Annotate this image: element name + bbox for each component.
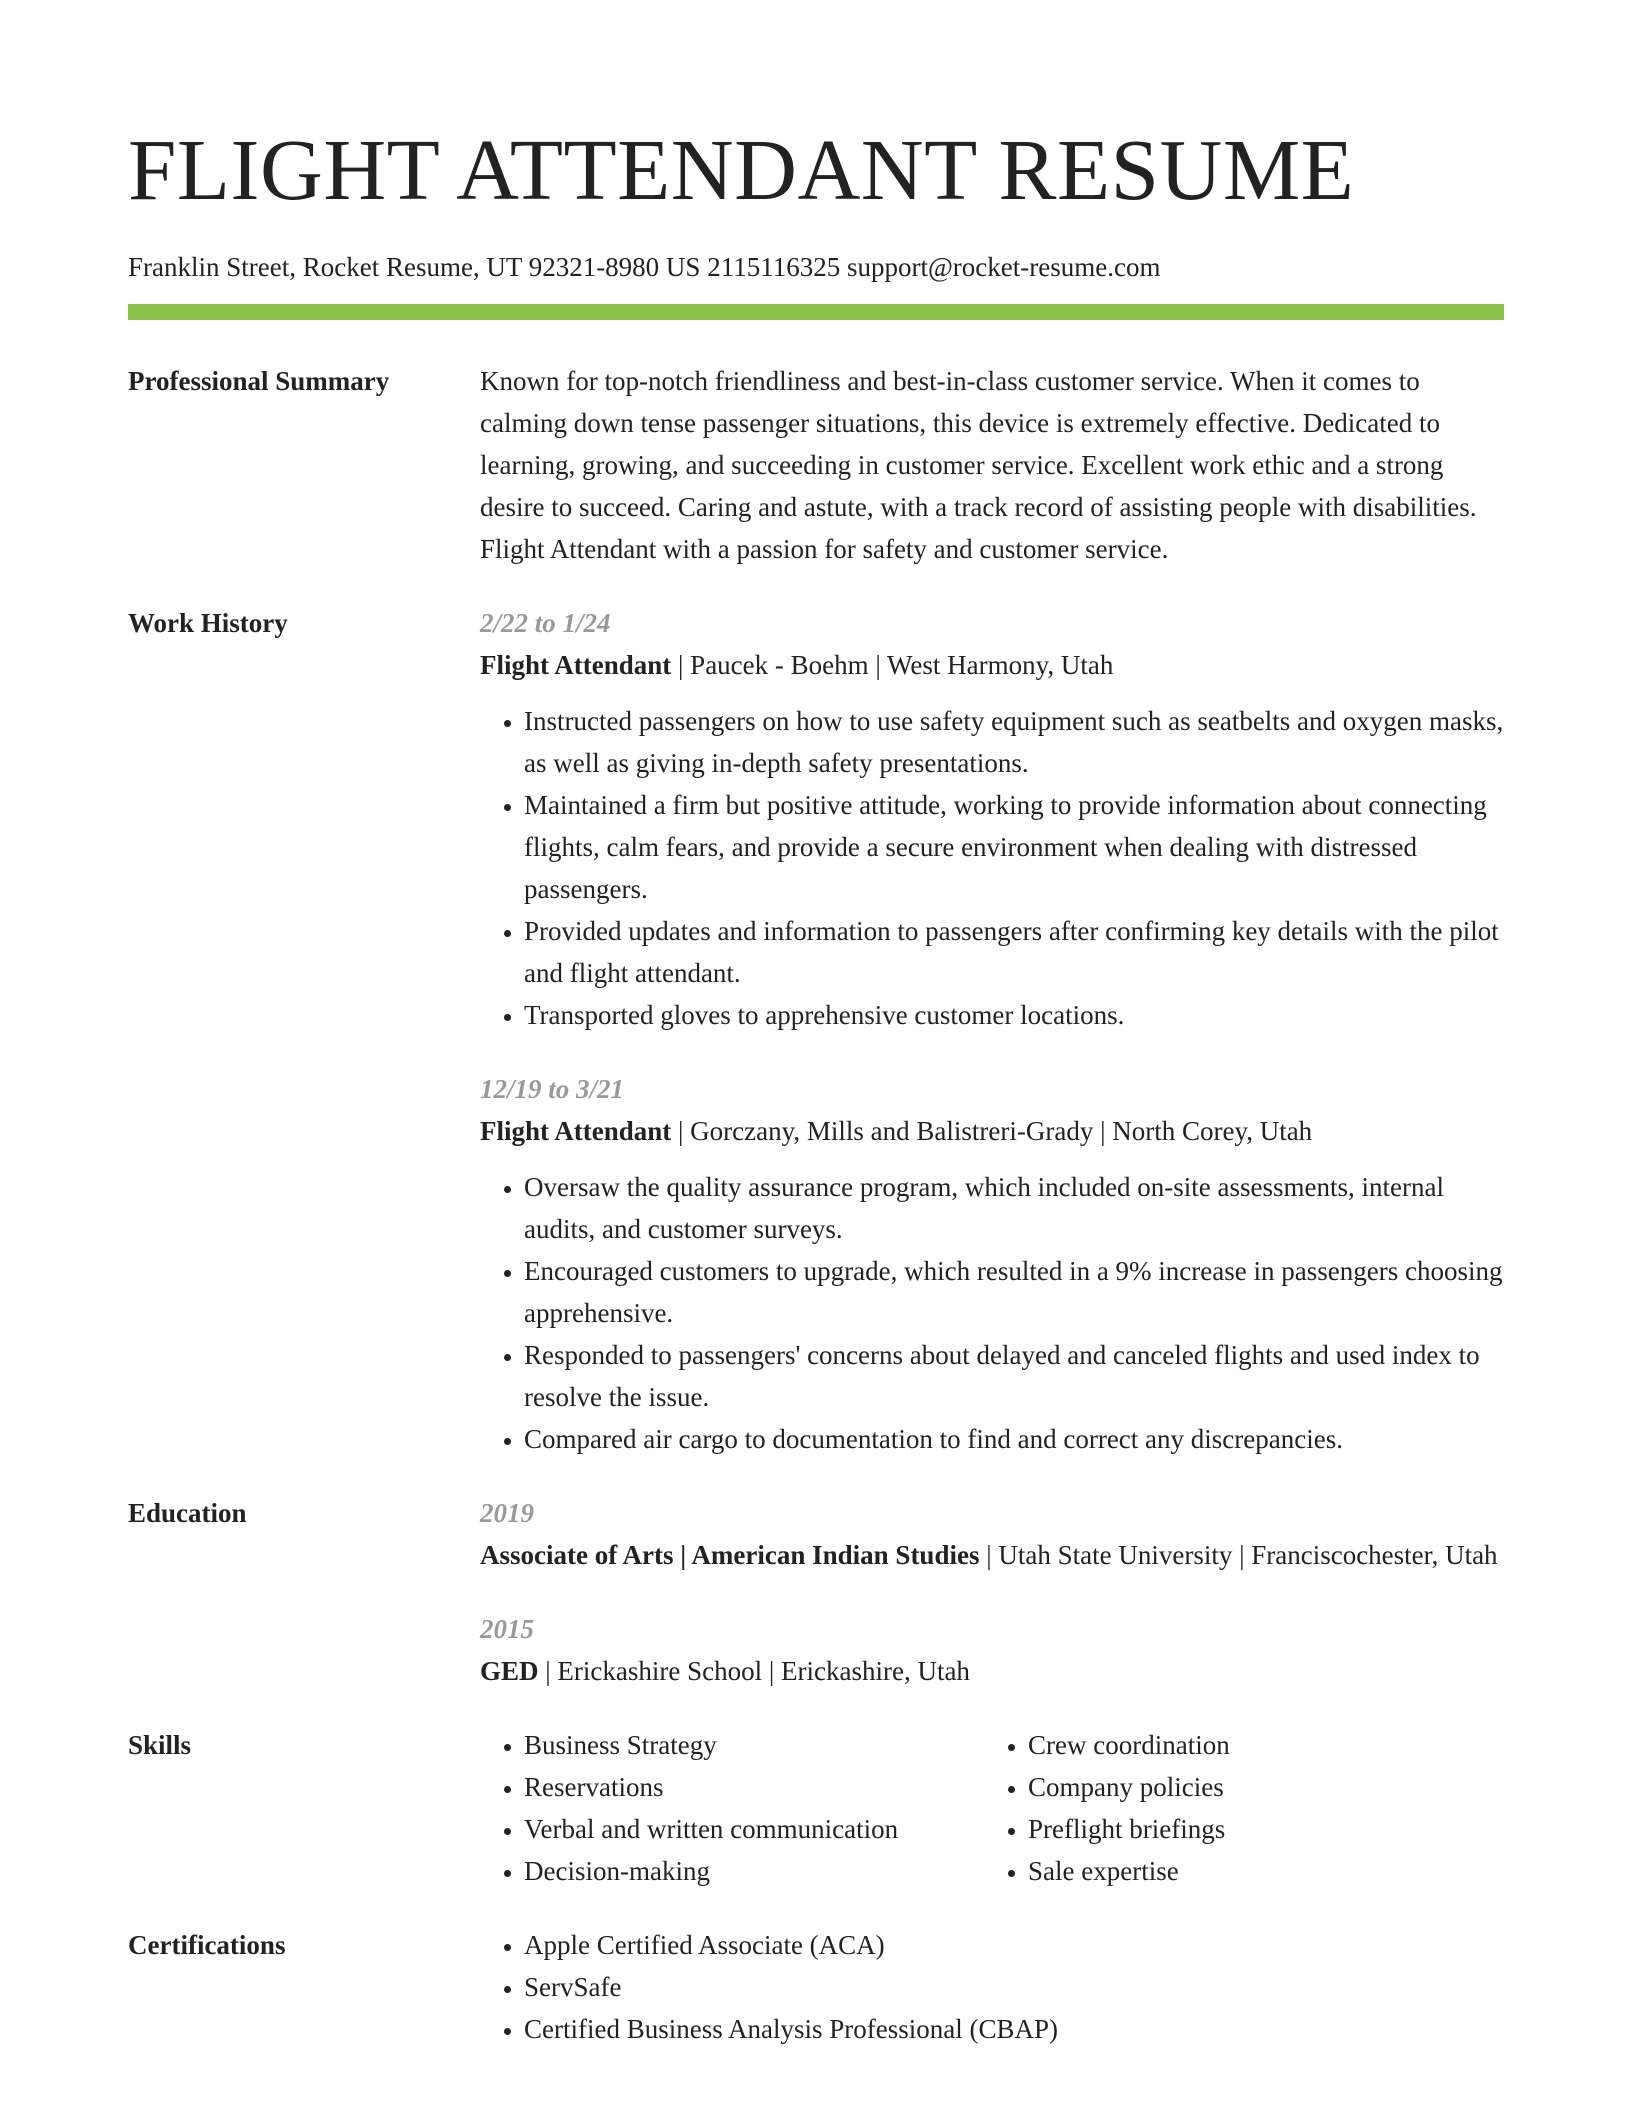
job-dates: 12/19 to 3/21 bbox=[480, 1074, 625, 1104]
section-label-summary: Professional Summary bbox=[128, 366, 390, 396]
certifications-list bbox=[480, 1924, 1504, 2050]
education-entry bbox=[480, 1608, 1504, 1692]
education-line bbox=[480, 1650, 1504, 1692]
skill-item: • Decision-making bbox=[524, 1850, 984, 1892]
job-entry bbox=[480, 1068, 1504, 1460]
header-divider bbox=[128, 304, 1504, 320]
job-title: Flight Attendant bbox=[480, 650, 672, 680]
job-title-line bbox=[480, 644, 1504, 686]
job-bullet: • Instructed passengers on how to use safety equipment such as seatbelts and oxygen masks, as well as giving in-depth safety presentations. bbox=[524, 700, 1504, 784]
education-year: 2015 bbox=[480, 1614, 534, 1644]
section-label-work-history: Work History bbox=[128, 608, 288, 638]
skill-item: • Reservations bbox=[524, 1766, 984, 1808]
summary-text: Known for top-notch friendliness and best-in-class customer service. When it comes to calming down tense passenger situations, this device is extremely effective. Dedicated to learning, growing, and succeeding in customer service. Excellent work ethic and a strong desire to succeed. Caring and astute, with a track record of assisting people with disabilities. Flight Attendant with a passion for safety and customer service. bbox=[480, 366, 1477, 564]
section-label-certifications: Certifications bbox=[128, 1930, 286, 1960]
job-bullet: • Oversaw the quality assurance program, which included on-site assessments, internal audits, and customer surveys. bbox=[524, 1166, 1504, 1250]
education-line bbox=[480, 1534, 1504, 1576]
job-bullet: • Provided updates and information to passengers after confirming key details with the pilot and flight attendant. bbox=[524, 910, 1504, 994]
skill-item: • Business Strategy bbox=[524, 1724, 984, 1766]
section-label-education: Education bbox=[128, 1498, 247, 1528]
skill-item: • Preflight briefings bbox=[1028, 1808, 1488, 1850]
resume-title: FLIGHT ATTENDANT RESUME bbox=[128, 121, 1355, 218]
job-bullet: • Compared air cargo to documentation to find and correct any discrepancies. bbox=[524, 1418, 1504, 1460]
education-details: | Utah State University | Franciscochester, Utah bbox=[979, 1540, 1498, 1570]
skills-list-left bbox=[480, 1724, 984, 1892]
job-dates: 2/22 to 1/24 bbox=[480, 608, 611, 638]
job-details: | Paucek - Boehm | West Harmony, Utah bbox=[671, 650, 1114, 680]
job-bullet: • Encouraged customers to upgrade, which resulted in a 9% increase in passengers choosing apprehensive. bbox=[524, 1250, 1504, 1334]
certification-item: • ServSafe bbox=[524, 1966, 1504, 2008]
education-section bbox=[128, 1492, 1504, 1692]
certification-item: • Apple Certified Associate (ACA) bbox=[524, 1924, 1504, 1966]
skills-columns bbox=[480, 1724, 1504, 1892]
skills-list-right bbox=[984, 1724, 1488, 1892]
job-entry bbox=[480, 602, 1504, 1036]
job-title: Flight Attendant bbox=[480, 1116, 672, 1146]
section-label-skills: Skills bbox=[128, 1730, 192, 1760]
job-bullet: • Responded to passengers' concerns about delayed and canceled flights and used index to resolve the issue. bbox=[524, 1334, 1504, 1418]
education-details: | Erickashire School | Erickashire, Utah bbox=[538, 1656, 970, 1686]
job-bullets bbox=[480, 700, 1504, 1036]
work-history-section bbox=[128, 602, 1504, 1460]
skill-item: • Company policies bbox=[1028, 1766, 1488, 1808]
education-year: 2019 bbox=[480, 1498, 534, 1528]
job-bullet: • Maintained a firm but positive attitude, working to provide information about connecting flights, calm fears, and provide a secure environment when dealing with distressed passengers. bbox=[524, 784, 1504, 910]
skills-section bbox=[128, 1724, 1504, 1892]
skill-item: • Crew coordination bbox=[1028, 1724, 1488, 1766]
certification-item: • Certified Business Analysis Professional (CBAP) bbox=[524, 2008, 1504, 2050]
job-title-line bbox=[480, 1110, 1504, 1152]
education-degree: GED bbox=[480, 1656, 539, 1686]
skill-item: • Sale expertise bbox=[1028, 1850, 1488, 1892]
education-degree: Associate of Arts | American Indian Studies bbox=[480, 1540, 980, 1570]
certifications-section bbox=[128, 1924, 1504, 2050]
contact-line: Franklin Street, Rocket Resume, UT 92321-8980 US 2115116325 support@rocket-resume.com bbox=[128, 252, 1161, 282]
job-details: | Gorczany, Mills and Balistreri-Grady | North Corey, Utah bbox=[671, 1116, 1313, 1146]
job-bullets bbox=[480, 1166, 1504, 1460]
education-entry bbox=[480, 1492, 1504, 1576]
skill-item: • Verbal and written communication bbox=[524, 1808, 984, 1850]
job-bullet: • Transported gloves to apprehensive customer locations. bbox=[524, 994, 1504, 1036]
summary-section bbox=[128, 360, 1504, 570]
